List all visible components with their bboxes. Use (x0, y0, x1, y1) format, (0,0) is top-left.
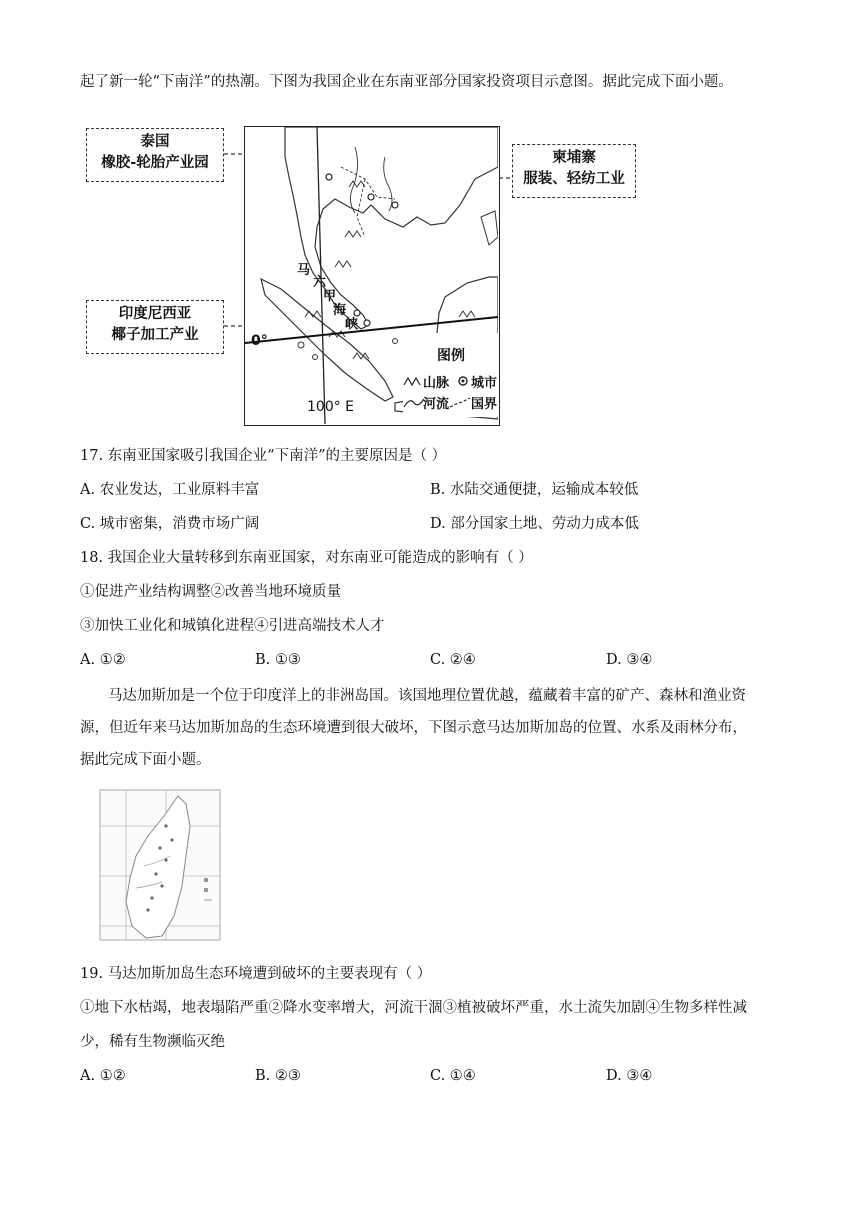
cambodia-box (512, 144, 636, 198)
q19-option-d[interactable]: D. ③④ (606, 1068, 653, 1084)
thailand-label: 泰国 (140, 134, 170, 150)
intro-text: 起了新一轮“下南洋”的热潮。下图为我国企业在东南亚部分国家投资项目示意图。据此完成下面小题。 (80, 74, 733, 90)
passage-line-3: 据此完成下面小题。 (80, 752, 211, 768)
q17-option-a[interactable]: A. 农业发达，工业原料丰富 (80, 482, 260, 498)
equator-label: 0° (251, 333, 268, 349)
legend-border: 国界 (471, 397, 498, 412)
thailand-box (86, 128, 224, 182)
indonesia-industry-label: 椰子加工产业 (111, 327, 199, 343)
cambodia-label: 柬埔寨 (552, 150, 596, 166)
strait-char-3: 甲 (323, 289, 337, 304)
q17-option-b[interactable]: B. 水陆交通便捷，运输成本较低 (430, 482, 639, 498)
q18-statements-2: ③加快工业化和城镇化进程④引进高端技术人才 (80, 618, 385, 634)
q18-option-c[interactable]: C. ②④ (430, 652, 476, 668)
legend-city: 城市 (471, 376, 498, 391)
border-symbol-icon (449, 397, 471, 409)
mountain-symbol-icon (403, 375, 425, 387)
q19-statements-1: ①地下水枯竭，地表塌陷严重②降水变率增大，河流干涸③植被破坏严重，水土流失加剧④生物多样性减 (80, 1000, 747, 1016)
cambodia-industry-label: 服装、轻纺工业 (523, 171, 625, 187)
madagascar-map (86, 786, 236, 946)
legend (403, 345, 499, 417)
q19-option-b[interactable]: B. ②③ (255, 1068, 301, 1084)
q19-statements-2: 少，稀有生物濒临灭绝 (80, 1034, 225, 1050)
madagascar-drawing (86, 786, 236, 946)
legend-river: 河流 (423, 397, 450, 412)
q18-stem: 18. 我国企业大量转移到东南亚国家，对东南亚可能造成的影响有（ ） (80, 550, 533, 566)
river-symbol-icon (403, 397, 425, 409)
strait-char-1: 马 (297, 263, 311, 278)
legend-mountain: 山脉 (423, 376, 450, 391)
map-frame (244, 126, 500, 426)
strait-char-4: 海 (333, 303, 347, 318)
strait-char-2: 六 (313, 275, 327, 290)
meridian-label: 100° E (307, 399, 355, 415)
q17-option-d[interactable]: D. 部分国家土地、劳动力成本低 (430, 516, 639, 532)
q19-stem: 19. 马达加斯加岛生态环境遭到破坏的主要表现有（ ） (80, 966, 432, 982)
indonesia-box (86, 300, 224, 354)
passage-line-2: 源，但近年来马达加斯加岛的生态环境遭到很大破坏，下图示意马达加斯加岛的位置、水系及雨林分布， (80, 720, 747, 736)
q17-option-c[interactable]: C. 城市密集，消费市场广阔 (80, 516, 260, 532)
q19-option-a[interactable]: A. ①② (80, 1068, 126, 1084)
q18-option-d[interactable]: D. ③④ (606, 652, 653, 668)
southeast-asia-investment-map (84, 124, 644, 430)
thailand-industry-label: 橡胶-轮胎产业园 (101, 155, 209, 171)
city-symbol-icon (457, 375, 469, 387)
q19-option-c[interactable]: C. ①④ (430, 1068, 476, 1084)
indonesia-label: 印度尼西亚 (118, 306, 192, 322)
legend-title: 图例 (437, 348, 465, 364)
q18-option-a[interactable]: A. ①② (80, 652, 126, 668)
q17-stem: 17. 东南亚国家吸引我国企业“下南洋”的主要原因是（ ） (80, 448, 447, 464)
passage-line-1: 马达加斯加是一个位于印度洋上的非洲岛国。该国地理位置优越，蕴藏着丰富的矿产、森林和渔业资 (108, 688, 746, 704)
q18-statements-1: ①促进产业结构调整②改善当地环境质量 (80, 584, 341, 600)
q18-option-b[interactable]: B. ①③ (255, 652, 301, 668)
strait-char-5: 峡 (345, 317, 359, 332)
